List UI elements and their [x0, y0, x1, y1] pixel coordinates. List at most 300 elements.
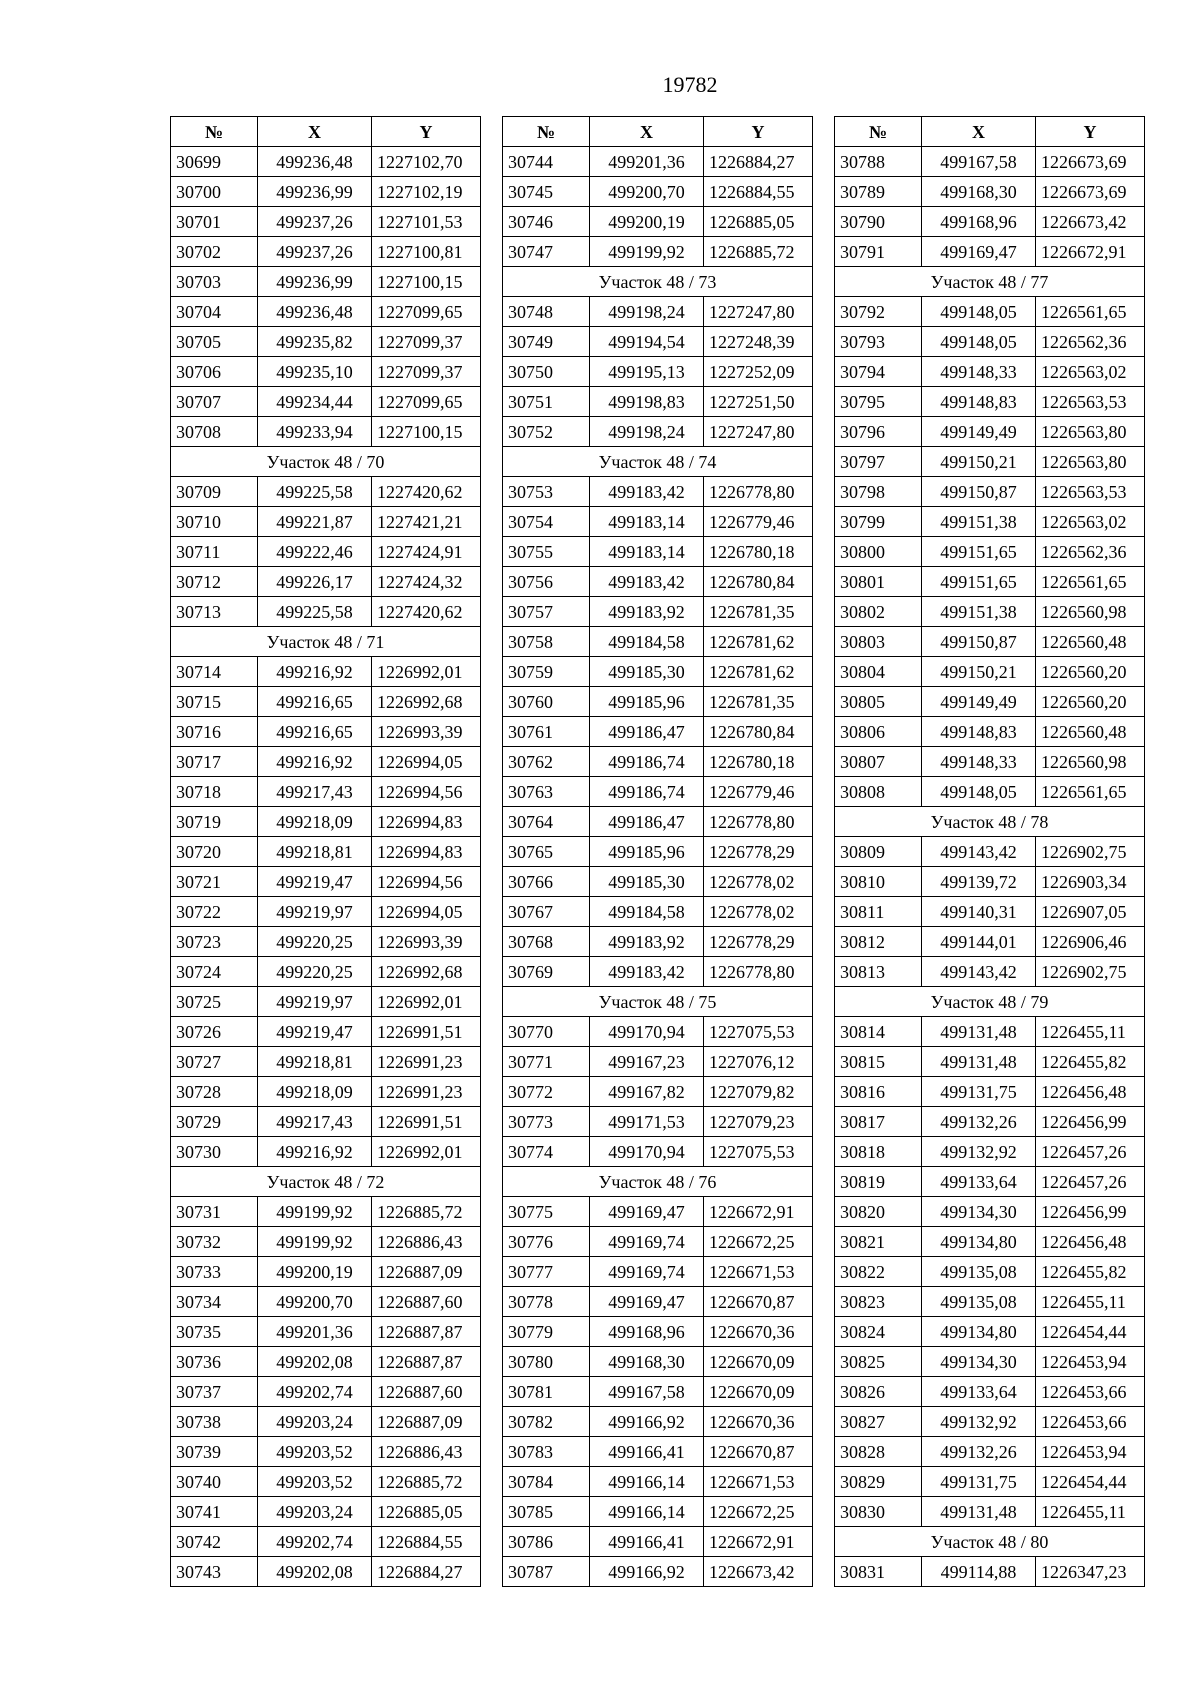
x-coordinate-cell: 499131,75	[922, 1077, 1036, 1107]
x-coordinate-cell: 499235,10	[258, 357, 372, 387]
point-number-cell: 30728	[171, 1077, 258, 1107]
x-coordinate-cell: 499183,14	[590, 507, 704, 537]
header-y: Y	[1036, 117, 1145, 147]
x-coordinate-cell: 499134,30	[922, 1347, 1036, 1377]
y-coordinate-cell: 1226673,69	[1036, 147, 1145, 177]
table-row	[171, 1377, 481, 1407]
x-coordinate-cell: 499219,97	[258, 987, 372, 1017]
table-row	[503, 1557, 813, 1587]
x-coordinate-cell: 499234,44	[258, 387, 372, 417]
point-number-cell: 30826	[835, 1377, 922, 1407]
table-row	[835, 507, 1145, 537]
y-coordinate-cell: 1227424,32	[372, 567, 481, 597]
y-coordinate-cell: 1226991,51	[372, 1017, 481, 1047]
point-number-cell: 30817	[835, 1107, 922, 1137]
point-number-cell: 30726	[171, 1017, 258, 1047]
y-coordinate-cell: 1226885,05	[372, 1497, 481, 1527]
y-coordinate-cell: 1226673,42	[1036, 207, 1145, 237]
x-coordinate-cell: 499132,26	[922, 1107, 1036, 1137]
x-coordinate-cell: 499183,42	[590, 477, 704, 507]
x-coordinate-cell: 499219,47	[258, 1017, 372, 1047]
table-row	[835, 357, 1145, 387]
point-number-cell: 30802	[835, 597, 922, 627]
table-row	[171, 477, 481, 507]
header-number: №	[835, 117, 922, 147]
section-header-row	[171, 627, 481, 657]
table-row	[503, 777, 813, 807]
y-coordinate-cell: 1226994,05	[372, 897, 481, 927]
table-row	[503, 807, 813, 837]
y-coordinate-cell: 1226672,91	[704, 1197, 813, 1227]
x-coordinate-cell: 499237,26	[258, 207, 372, 237]
y-coordinate-cell: 1226453,66	[1036, 1407, 1145, 1437]
y-coordinate-cell: 1226347,23	[1036, 1557, 1145, 1587]
point-number-cell: 30794	[835, 357, 922, 387]
point-number-cell: 30760	[503, 687, 590, 717]
y-coordinate-cell: 1226993,39	[372, 717, 481, 747]
point-number-cell: 30720	[171, 837, 258, 867]
table-row	[171, 327, 481, 357]
x-coordinate-cell: 499220,25	[258, 957, 372, 987]
y-coordinate-cell: 1226778,02	[704, 897, 813, 927]
x-coordinate-cell: 499166,14	[590, 1467, 704, 1497]
x-coordinate-cell: 499183,92	[590, 927, 704, 957]
point-number-cell: 30746	[503, 207, 590, 237]
point-number-cell: 30822	[835, 1257, 922, 1287]
x-coordinate-cell: 499135,08	[922, 1257, 1036, 1287]
coordinates-table-1	[170, 116, 481, 1587]
page-number: 19782	[662, 72, 718, 97]
y-coordinate-cell: 1227102,70	[372, 147, 481, 177]
table-row	[503, 867, 813, 897]
y-coordinate-cell: 1226992,01	[372, 657, 481, 687]
table-row	[171, 1557, 481, 1587]
y-coordinate-cell: 1226673,42	[704, 1557, 813, 1587]
point-number-cell: 30762	[503, 747, 590, 777]
y-coordinate-cell: 1226887,60	[372, 1287, 481, 1317]
y-coordinate-cell: 1226992,68	[372, 687, 481, 717]
x-coordinate-cell: 499199,92	[258, 1227, 372, 1257]
point-number-cell: 30793	[835, 327, 922, 357]
table-row	[835, 1317, 1145, 1347]
x-coordinate-cell: 499222,46	[258, 537, 372, 567]
table-row	[835, 1107, 1145, 1137]
y-coordinate-cell: 1226781,35	[704, 687, 813, 717]
point-number-cell: 30733	[171, 1257, 258, 1287]
table-row	[171, 1227, 481, 1257]
x-coordinate-cell: 499149,49	[922, 417, 1036, 447]
x-coordinate-cell: 499185,96	[590, 687, 704, 717]
table-row	[835, 237, 1145, 267]
y-coordinate-cell: 1226560,98	[1036, 747, 1145, 777]
x-coordinate-cell: 499168,30	[590, 1347, 704, 1377]
section-label: Участок 48 / 79	[835, 987, 1145, 1017]
y-coordinate-cell: 1226779,46	[704, 507, 813, 537]
point-number-cell: 30699	[171, 147, 258, 177]
point-number-cell: 30763	[503, 777, 590, 807]
table-row	[503, 537, 813, 567]
section-header-row	[503, 1167, 813, 1197]
section-header-row	[503, 987, 813, 1017]
y-coordinate-cell: 1226884,55	[704, 177, 813, 207]
point-number-cell: 30798	[835, 477, 922, 507]
x-coordinate-cell: 499148,05	[922, 327, 1036, 357]
y-coordinate-cell: 1226887,09	[372, 1257, 481, 1287]
table-row	[503, 1347, 813, 1377]
table-row	[171, 837, 481, 867]
x-coordinate-cell: 499134,80	[922, 1317, 1036, 1347]
table-row	[503, 1497, 813, 1527]
header-y: Y	[704, 117, 813, 147]
point-number-cell: 30808	[835, 777, 922, 807]
y-coordinate-cell: 1226670,87	[704, 1437, 813, 1467]
table-row	[171, 1527, 481, 1557]
x-coordinate-cell: 499151,38	[922, 507, 1036, 537]
x-coordinate-cell: 499167,58	[590, 1377, 704, 1407]
x-coordinate-cell: 499150,87	[922, 627, 1036, 657]
point-number-cell: 30773	[503, 1107, 590, 1137]
point-number-cell: 30779	[503, 1317, 590, 1347]
point-number-cell: 30792	[835, 297, 922, 327]
table-row	[503, 687, 813, 717]
point-number-cell: 30819	[835, 1167, 922, 1197]
table-row	[835, 657, 1145, 687]
table-row	[503, 927, 813, 957]
x-coordinate-cell: 499200,19	[590, 207, 704, 237]
point-number-cell: 30732	[171, 1227, 258, 1257]
y-coordinate-cell: 1227075,53	[704, 1137, 813, 1167]
x-coordinate-cell: 499131,48	[922, 1497, 1036, 1527]
table-row	[171, 717, 481, 747]
y-coordinate-cell: 1226778,80	[704, 477, 813, 507]
table-row	[835, 1497, 1145, 1527]
y-coordinate-cell: 1226907,05	[1036, 897, 1145, 927]
point-number-cell: 30772	[503, 1077, 590, 1107]
table-row	[171, 267, 481, 297]
section-header-row	[835, 987, 1145, 1017]
table-row	[835, 747, 1145, 777]
section-label: Участок 48 / 70	[171, 447, 481, 477]
point-number-cell: 30784	[503, 1467, 590, 1497]
y-coordinate-cell: 1226562,36	[1036, 327, 1145, 357]
point-number-cell: 30823	[835, 1287, 922, 1317]
table-row	[503, 747, 813, 777]
y-coordinate-cell: 1226902,75	[1036, 837, 1145, 867]
y-coordinate-cell: 1226455,82	[1036, 1257, 1145, 1287]
table-row	[503, 717, 813, 747]
point-number-cell: 30750	[503, 357, 590, 387]
point-number-cell: 30730	[171, 1137, 258, 1167]
point-number-cell: 30778	[503, 1287, 590, 1317]
table-row	[835, 207, 1145, 237]
section-header-row	[171, 1167, 481, 1197]
point-number-cell: 30804	[835, 657, 922, 687]
coordinates-table-2	[502, 116, 813, 1587]
table-row	[171, 417, 481, 447]
y-coordinate-cell: 1226994,83	[372, 837, 481, 867]
y-coordinate-cell: 1226670,87	[704, 1287, 813, 1317]
point-number-cell: 30789	[835, 177, 922, 207]
point-number-cell: 30780	[503, 1347, 590, 1377]
x-coordinate-cell: 499236,99	[258, 267, 372, 297]
y-coordinate-cell: 1226885,72	[372, 1467, 481, 1497]
x-coordinate-cell: 499216,92	[258, 747, 372, 777]
x-coordinate-cell: 499170,94	[590, 1017, 704, 1047]
y-coordinate-cell: 1226886,43	[372, 1227, 481, 1257]
y-coordinate-cell: 1226992,01	[372, 1137, 481, 1167]
x-coordinate-cell: 499166,41	[590, 1437, 704, 1467]
table-row	[835, 717, 1145, 747]
table-row	[835, 567, 1145, 597]
section-label: Участок 48 / 72	[171, 1167, 481, 1197]
section-label: Участок 48 / 71	[171, 627, 481, 657]
table-row	[171, 1017, 481, 1047]
point-number-cell: 30803	[835, 627, 922, 657]
x-coordinate-cell: 499186,74	[590, 747, 704, 777]
point-number-cell: 30721	[171, 867, 258, 897]
x-coordinate-cell: 499194,54	[590, 327, 704, 357]
table-row	[171, 987, 481, 1017]
point-number-cell: 30712	[171, 567, 258, 597]
y-coordinate-cell: 1226781,62	[704, 657, 813, 687]
x-coordinate-cell: 499114,88	[922, 1557, 1036, 1587]
header-x: X	[922, 117, 1036, 147]
point-number-cell: 30829	[835, 1467, 922, 1497]
x-coordinate-cell: 499133,64	[922, 1167, 1036, 1197]
point-number-cell: 30714	[171, 657, 258, 687]
y-coordinate-cell: 1226670,09	[704, 1347, 813, 1377]
y-coordinate-cell: 1226563,53	[1036, 477, 1145, 507]
table-row	[835, 867, 1145, 897]
point-number-cell: 30801	[835, 567, 922, 597]
x-coordinate-cell: 499202,08	[258, 1347, 372, 1377]
y-coordinate-cell: 1226672,91	[704, 1527, 813, 1557]
x-coordinate-cell: 499184,58	[590, 627, 704, 657]
x-coordinate-cell: 499237,26	[258, 237, 372, 267]
table-row	[835, 597, 1145, 627]
table-row	[835, 387, 1145, 417]
x-coordinate-cell: 499199,92	[590, 237, 704, 267]
point-number-cell: 30751	[503, 387, 590, 417]
y-coordinate-cell: 1226887,87	[372, 1317, 481, 1347]
table-row	[503, 1137, 813, 1167]
y-coordinate-cell: 1227251,50	[704, 387, 813, 417]
table-row	[171, 777, 481, 807]
y-coordinate-cell: 1226563,53	[1036, 387, 1145, 417]
header-x: X	[258, 117, 372, 147]
x-coordinate-cell: 499183,92	[590, 597, 704, 627]
table-row	[503, 327, 813, 357]
table-row	[503, 1227, 813, 1257]
table-row	[503, 147, 813, 177]
point-number-cell: 30818	[835, 1137, 922, 1167]
y-coordinate-cell: 1226779,46	[704, 777, 813, 807]
table-row	[171, 807, 481, 837]
y-coordinate-cell: 1226560,20	[1036, 657, 1145, 687]
x-coordinate-cell: 499218,81	[258, 1047, 372, 1077]
table-row	[835, 1077, 1145, 1107]
table-row	[171, 237, 481, 267]
y-coordinate-cell: 1227420,62	[372, 477, 481, 507]
y-coordinate-cell: 1226887,87	[372, 1347, 481, 1377]
point-number-cell: 30736	[171, 1347, 258, 1377]
table-row	[503, 1317, 813, 1347]
y-coordinate-cell: 1226781,62	[704, 627, 813, 657]
point-number-cell: 30747	[503, 237, 590, 267]
table-row	[171, 147, 481, 177]
section-label: Участок 48 / 75	[503, 987, 813, 1017]
point-number-cell: 30790	[835, 207, 922, 237]
x-coordinate-cell: 499233,94	[258, 417, 372, 447]
y-coordinate-cell: 1226778,80	[704, 957, 813, 987]
y-coordinate-cell: 1226778,80	[704, 807, 813, 837]
x-coordinate-cell: 499219,47	[258, 867, 372, 897]
y-coordinate-cell: 1226778,29	[704, 927, 813, 957]
y-coordinate-cell: 1226994,05	[372, 747, 481, 777]
table-row	[835, 927, 1145, 957]
table-row	[835, 897, 1145, 927]
y-coordinate-cell: 1226670,36	[704, 1407, 813, 1437]
x-coordinate-cell: 499236,48	[258, 147, 372, 177]
point-number-cell: 30827	[835, 1407, 922, 1437]
table-row	[835, 177, 1145, 207]
table-row	[171, 207, 481, 237]
table-row	[171, 387, 481, 417]
section-label: Участок 48 / 73	[503, 267, 813, 297]
table-row	[171, 1077, 481, 1107]
section-header-row	[503, 267, 813, 297]
table-row	[171, 297, 481, 327]
x-coordinate-cell: 499167,23	[590, 1047, 704, 1077]
table-row	[503, 1077, 813, 1107]
y-coordinate-cell: 1226780,18	[704, 747, 813, 777]
point-number-cell: 30709	[171, 477, 258, 507]
point-number-cell: 30766	[503, 867, 590, 897]
x-coordinate-cell: 499131,48	[922, 1047, 1036, 1077]
y-coordinate-cell: 1226563,02	[1036, 507, 1145, 537]
x-coordinate-cell: 499216,92	[258, 1137, 372, 1167]
table-row	[503, 1197, 813, 1227]
x-coordinate-cell: 499148,83	[922, 387, 1036, 417]
point-number-cell: 30824	[835, 1317, 922, 1347]
y-coordinate-cell: 1226884,27	[704, 147, 813, 177]
y-coordinate-cell: 1226994,56	[372, 867, 481, 897]
y-coordinate-cell: 1226563,80	[1036, 447, 1145, 477]
y-coordinate-cell: 1227247,80	[704, 297, 813, 327]
point-number-cell: 30828	[835, 1437, 922, 1467]
y-coordinate-cell: 1226454,44	[1036, 1317, 1145, 1347]
point-number-cell: 30820	[835, 1197, 922, 1227]
table-row	[835, 1437, 1145, 1467]
y-coordinate-cell: 1226887,60	[372, 1377, 481, 1407]
section-label: Участок 48 / 76	[503, 1167, 813, 1197]
point-number-cell: 30711	[171, 537, 258, 567]
point-number-cell: 30821	[835, 1227, 922, 1257]
table-row	[835, 777, 1145, 807]
point-number-cell: 30781	[503, 1377, 590, 1407]
y-coordinate-cell: 1227099,37	[372, 357, 481, 387]
point-number-cell: 30752	[503, 417, 590, 447]
point-number-cell: 30756	[503, 567, 590, 597]
table-row	[503, 837, 813, 867]
x-coordinate-cell: 499226,17	[258, 567, 372, 597]
section-label: Участок 48 / 80	[835, 1527, 1145, 1557]
x-coordinate-cell: 499202,08	[258, 1557, 372, 1587]
x-coordinate-cell: 499203,52	[258, 1467, 372, 1497]
y-coordinate-cell: 1226884,27	[372, 1557, 481, 1587]
y-coordinate-cell: 1227421,21	[372, 507, 481, 537]
y-coordinate-cell: 1227099,65	[372, 387, 481, 417]
x-coordinate-cell: 499217,43	[258, 777, 372, 807]
x-coordinate-cell: 499132,92	[922, 1407, 1036, 1437]
point-number-cell: 30788	[835, 147, 922, 177]
table-header-row	[503, 117, 813, 147]
point-number-cell: 30771	[503, 1047, 590, 1077]
point-number-cell: 30775	[503, 1197, 590, 1227]
y-coordinate-cell: 1227100,15	[372, 267, 481, 297]
x-coordinate-cell: 499183,14	[590, 537, 704, 567]
table-row	[835, 1167, 1145, 1197]
y-coordinate-cell: 1226886,43	[372, 1437, 481, 1467]
point-number-cell: 30740	[171, 1467, 258, 1497]
section-header-row	[835, 267, 1145, 297]
point-number-cell: 30707	[171, 387, 258, 417]
point-number-cell: 30805	[835, 687, 922, 717]
point-number-cell: 30807	[835, 747, 922, 777]
table-row	[835, 1197, 1145, 1227]
point-number-cell: 30722	[171, 897, 258, 927]
x-coordinate-cell: 499169,74	[590, 1227, 704, 1257]
table-row	[835, 447, 1145, 477]
x-coordinate-cell: 499198,24	[590, 417, 704, 447]
table-row	[503, 387, 813, 417]
table-row	[503, 897, 813, 927]
y-coordinate-cell: 1226671,53	[704, 1257, 813, 1287]
point-number-cell: 30753	[503, 477, 590, 507]
point-number-cell: 30713	[171, 597, 258, 627]
y-coordinate-cell: 1226456,99	[1036, 1107, 1145, 1137]
point-number-cell: 30814	[835, 1017, 922, 1047]
x-coordinate-cell: 499202,74	[258, 1377, 372, 1407]
table-row	[171, 357, 481, 387]
table-row	[503, 1437, 813, 1467]
table-row	[835, 957, 1145, 987]
x-coordinate-cell: 499198,83	[590, 387, 704, 417]
x-coordinate-cell: 499150,21	[922, 447, 1036, 477]
point-number-cell: 30774	[503, 1137, 590, 1167]
x-coordinate-cell: 499140,31	[922, 897, 1036, 927]
table-row	[503, 1047, 813, 1077]
y-coordinate-cell: 1226453,94	[1036, 1347, 1145, 1377]
y-coordinate-cell: 1226992,68	[372, 957, 481, 987]
header-number: №	[503, 117, 590, 147]
y-coordinate-cell: 1226560,48	[1036, 717, 1145, 747]
table-row	[835, 1347, 1145, 1377]
point-number-cell: 30718	[171, 777, 258, 807]
point-number-cell: 30786	[503, 1527, 590, 1557]
table-row	[171, 1287, 481, 1317]
x-coordinate-cell: 499203,52	[258, 1437, 372, 1467]
table-row	[503, 567, 813, 597]
y-coordinate-cell: 1226991,23	[372, 1047, 481, 1077]
table-row	[503, 1107, 813, 1137]
y-coordinate-cell: 1226885,05	[704, 207, 813, 237]
y-coordinate-cell: 1226457,26	[1036, 1137, 1145, 1167]
table-row	[503, 1257, 813, 1287]
table-row	[171, 1317, 481, 1347]
y-coordinate-cell: 1226887,09	[372, 1407, 481, 1437]
x-coordinate-cell: 499203,24	[258, 1407, 372, 1437]
